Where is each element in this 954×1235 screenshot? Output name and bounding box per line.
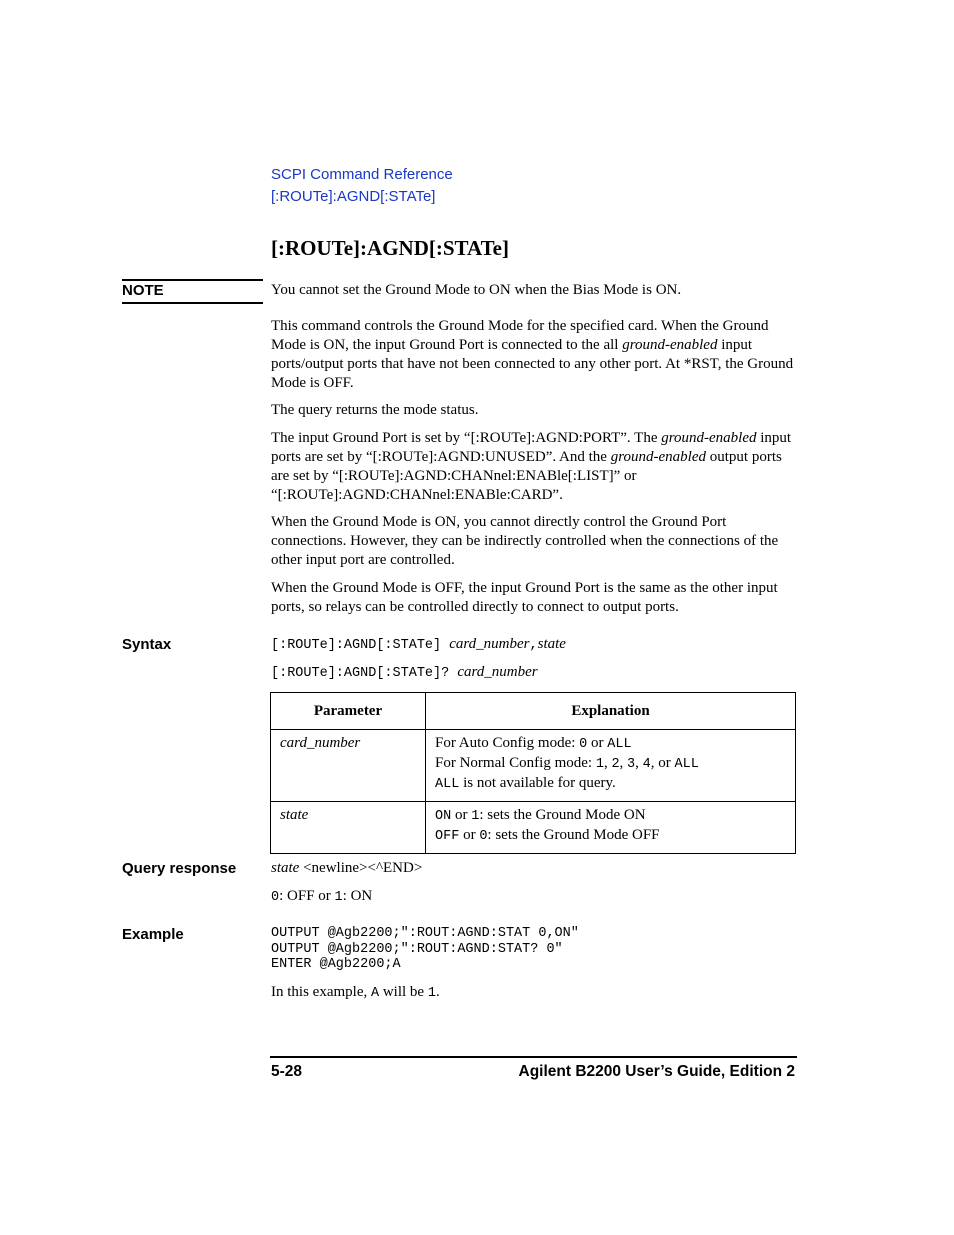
description-paragraph: This command controls the Ground Mode for the specified card. When the Ground Mode is ON, the input Ground Port is connected to the all ground-enabled input ports/output ports that have not been connected to any other port. At *RST, the Ground Mode is OFF. (271, 318, 794, 391)
table-header-explanation: Explanation (426, 693, 796, 730)
note-text: You cannot set the Ground Mode to ON when the Bias Mode is ON. (271, 282, 682, 298)
breadcrumb-command[interactable]: [:ROUTe]:AGND[:STATe] (271, 188, 436, 205)
table-cell-explanation: ON or 1: sets the Ground Mode ON OFF or 0: sets the Ground Mode OFF (426, 802, 796, 854)
table-cell-explanation: For Auto Config mode: 0 or ALL For Normal Config mode: 1, 2, 3, 4, or ALL ALL is not available for query. (426, 730, 796, 802)
guide-title: Agilent B2200 User’s Guide, Edition 2 (518, 1063, 795, 1080)
example-label: Example (122, 926, 184, 943)
page-number: 5-28 (271, 1063, 303, 1080)
example-result: In this example, A will be 1. (271, 984, 440, 1001)
table-header-parameter: Parameter (271, 693, 426, 730)
page-title: [:ROUTe]:AGND[:STATe] (271, 236, 509, 260)
note-bottom-rule (122, 302, 263, 304)
query-paragraph: The query returns the mode status. (271, 402, 479, 418)
query-response-format: state <newline><^END> (271, 860, 423, 876)
example-code-block (271, 926, 579, 973)
note-label: NOTE (122, 282, 164, 299)
syntax-line-set: [:ROUTe]:AGND[:STATe] card_number,state (271, 636, 566, 653)
table-cell-param: card_number (271, 730, 426, 802)
table-header-row (271, 693, 796, 730)
parameter-table (270, 692, 796, 854)
code-line: OUTPUT @Agb2200;":ROUT:AGND:STAT 0,ON" (271, 926, 579, 941)
table-row (271, 730, 796, 802)
query-response-label: Query response (122, 860, 237, 877)
ground-on-paragraph: When the Ground Mode is ON, you cannot directly control the Ground Port connections. However, they can be indirectly controlled when the connections of the other input port are controlled. (271, 514, 779, 568)
breadcrumb-section[interactable]: SCPI Command Reference (271, 166, 453, 183)
table-cell-param: state (271, 802, 426, 854)
ports-paragraph: The input Ground Port is set by “[:ROUTe]:AGND:PORT”. The ground-enabled input ports are set by “[:ROUTe]:AGND:UNUSED”. And the ground-enabled output ports are set by “[:ROUTe]:AGND:CHANnel:ENABle[:LIST]” or “[:ROUTe]:AGND:CHANnel:ENABle:CARD”. (271, 430, 792, 503)
ground-off-paragraph: When the Ground Mode is OFF, the input Ground Port is the same as the other input ports, so relays can be controlled directly to connect to output ports. (271, 580, 778, 615)
table-row (271, 802, 796, 854)
note-top-rule (122, 279, 263, 281)
code-line: OUTPUT @Agb2200;":ROUT:AGND:STAT? 0" (271, 941, 563, 957)
query-response-values: 0: OFF or 1: ON (271, 888, 373, 905)
syntax-label: Syntax (122, 636, 172, 653)
footer-rule (270, 1056, 797, 1058)
syntax-line-query: [:ROUTe]:AGND[:STATe]? card_number (271, 664, 538, 681)
code-line: ENTER @Agb2200;A (271, 957, 401, 973)
